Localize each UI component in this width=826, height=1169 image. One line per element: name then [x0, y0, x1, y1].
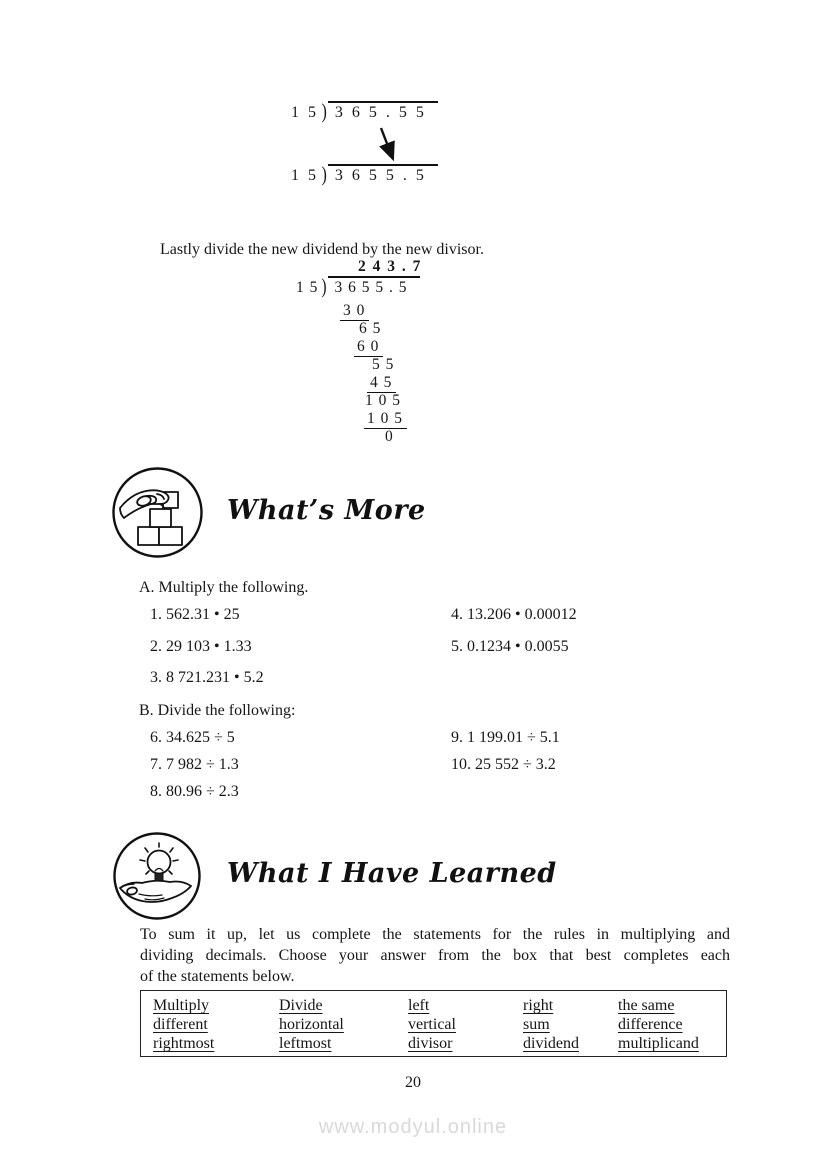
- word-bank-word: divisor: [408, 1035, 453, 1052]
- division-step: 5 5: [372, 356, 395, 373]
- word-bank-word: leftmost: [279, 1035, 332, 1052]
- divisor-value: 1 5: [291, 167, 319, 184]
- division-expression-converted: [291, 163, 438, 187]
- dividend-value: 3 6 5 5 . 5: [328, 276, 420, 298]
- exercise-item: 8. 80.96 ÷ 2.3: [150, 783, 239, 800]
- page-number: 20: [405, 1074, 421, 1091]
- dividend-value: 3 6 5 . 5 5: [328, 101, 439, 123]
- exercise-item: 5. 0.1234 • 0.0055: [451, 638, 569, 655]
- division-step: 1 0 5: [365, 392, 401, 409]
- word-bank-word: dividend: [523, 1035, 579, 1052]
- dividend-value: 3 6 5 5 . 5: [328, 164, 439, 186]
- quotient-value: 2 4 3 . 7: [358, 258, 422, 275]
- exercise-item: 1. 562.31 • 25: [150, 606, 240, 623]
- division-bracket: ): [321, 163, 327, 187]
- word-bank-row: [141, 996, 726, 1015]
- exercise-item: 9. 1 199.01 ÷ 5.1: [451, 729, 560, 746]
- division-step: 1 0 5: [364, 410, 422, 428]
- word-bank-word: Multiply: [153, 997, 210, 1014]
- paragraph-line: To sum it up, let us complete the statements for the rules in multiplying and: [140, 926, 730, 943]
- word-bank-row: [141, 1015, 726, 1034]
- summary-paragraph: [140, 924, 730, 987]
- word-bank-word: Divide: [279, 997, 323, 1014]
- division-step: 4 5: [367, 374, 422, 392]
- word-bank-word: left: [408, 997, 430, 1014]
- word-bank-word: difference: [618, 1016, 683, 1033]
- division-steps: [296, 302, 422, 446]
- word-bank-word: multiplicand: [618, 1035, 699, 1052]
- division-bracket: ): [321, 275, 327, 299]
- exercise-item: 2. 29 103 • 1.33: [150, 638, 252, 655]
- section-a-label: A. Multiply the following.: [139, 579, 309, 596]
- exercise-item: 10. 25 552 ÷ 3.2: [451, 756, 556, 773]
- exercise-item: 7. 7 982 ÷ 1.3: [150, 756, 239, 773]
- division-main-line: [296, 275, 422, 302]
- word-bank-rows: [141, 991, 726, 1053]
- divisor-value: 1 5: [296, 279, 319, 296]
- long-division-work: [296, 258, 422, 446]
- division-step: 6 0: [354, 338, 422, 356]
- word-bank-word: right: [523, 997, 554, 1014]
- word-bank-word: vertical: [408, 1016, 456, 1033]
- hand-holding-lightbulb-icon: [112, 831, 202, 921]
- section-heading-what-i-have-learned: What I Have Learned: [227, 858, 557, 889]
- division-expression-original: [291, 100, 438, 124]
- divisor-value: 1 5: [291, 104, 319, 121]
- division-step: 6 5: [359, 320, 382, 337]
- exercise-item: 4. 13.206 • 0.00012: [451, 606, 577, 623]
- word-bank-word: horizontal: [279, 1016, 344, 1033]
- word-bank-word: different: [153, 1016, 208, 1033]
- division-bracket: ): [321, 100, 327, 124]
- word-bank-word: the same: [618, 997, 675, 1014]
- instruction-text: Lastly divide the new dividend by the new divisor.: [160, 241, 484, 258]
- paragraph-line: dividing decimals. Choose your answer from the box that best completes each: [140, 947, 730, 964]
- division-step: 0: [385, 428, 394, 445]
- hand-stacking-blocks-icon: [111, 466, 204, 559]
- exercise-item: 3. 8 721.231 • 5.2: [150, 669, 264, 686]
- section-heading-whats-more: What’s More: [227, 495, 426, 526]
- word-bank-word: rightmost: [153, 1035, 215, 1052]
- word-bank-word: sum: [523, 1016, 550, 1033]
- word-bank-box: [140, 990, 727, 1057]
- word-bank-row: [141, 1034, 726, 1053]
- section-b-label: B. Divide the following:: [139, 702, 296, 719]
- watermark-text: www.modyul.online: [318, 1116, 508, 1138]
- division-step: 3 0: [340, 302, 422, 320]
- paragraph-line: of the statements below.: [140, 968, 295, 985]
- exercise-item: 6. 34.625 ÷ 5: [150, 729, 235, 746]
